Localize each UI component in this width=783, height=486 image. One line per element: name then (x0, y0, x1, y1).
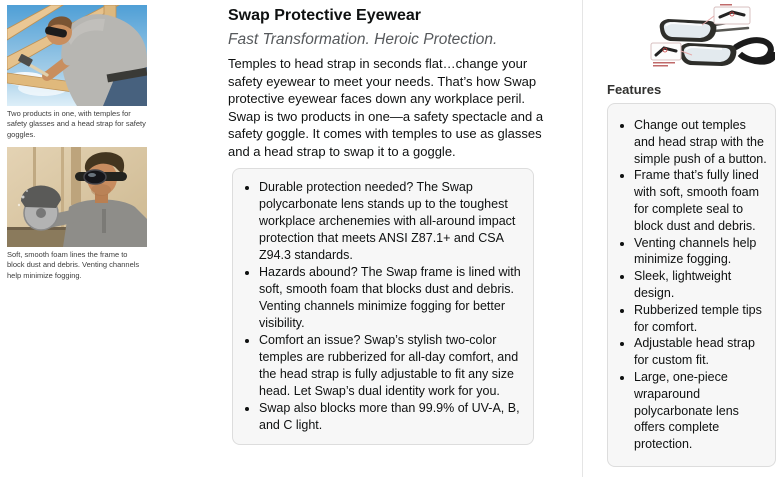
bullet-item: • Durable protection needed? The Swap polycarbonate lens stands up to the toughest workplace archenemies with all-around impact protection that meets ANSI Z87.1+ and CSA Z94.3 standards. (259, 179, 523, 264)
bullet-item: • Change out temples and head strap with the simple push of a button. (634, 117, 767, 167)
left-image-column (7, 5, 147, 288)
bullet-item: • Comfort an issue? Swap’s stylish two-color temples are rubberized for all-day comfort, and the head strap is fully adjustable to fit any size head. Let Swap’s dual identity work for you. (259, 332, 523, 400)
worker-saw-photo (7, 147, 147, 247)
bullet-item: • Rubberized temple tips for comfort. (634, 302, 767, 336)
product-title: Swap Protective Eyewear (228, 7, 421, 24)
saw-worker-figure (7, 147, 147, 281)
features-heading: Features (607, 82, 662, 97)
features-box (607, 103, 776, 467)
product-description: Temples to head strap in seconds flat…change your safety eyewear to meet your needs. That’s how Swap protective eyewear faces down any workplace peril. Swap is two products in one—a safety spectacle and a safety goggle. It comes with temples to use as glasses and a head strap to swap it to a goggle. (228, 56, 544, 159)
photo-caption-2: Soft, smooth foam lines the frame to block dust and debris. Venting channels help minimize fogging. (7, 250, 140, 280)
description-column (228, 7, 548, 445)
features-sidebar (607, 0, 776, 467)
product-image-swap-eyewear (650, 3, 775, 75)
bullet-item: • Adjustable head strap for custom fit. (634, 335, 767, 369)
bullet-item: • Frame that’s fully lined with soft, smooth foam for complete seal to block dust and debris. (634, 167, 767, 234)
description-bullets-box (232, 168, 534, 445)
vertical-divider (582, 0, 583, 477)
product-tagline: Fast Transformation. Heroic Protection. (228, 31, 498, 48)
bullet-item: • Venting channels help minimize fogging. (634, 235, 767, 269)
roof-worker-figure (7, 5, 147, 140)
bullet-item: • Large, one-piece wraparound polycarbonate lens offers complete protection. (634, 369, 767, 453)
photo-caption-1: Two products in one, with temples for safety glasses and a head strap for safety goggles. (7, 109, 146, 139)
bullet-item: • Sleek, lightweight design. (634, 268, 767, 302)
features-list (614, 117, 767, 453)
bullet-item: • Swap also blocks more than 99.9% of UV-A, B, and C light. (259, 400, 523, 434)
bullet-item: • Hazards abound? The Swap frame is lined with soft, smooth foam that blocks dust and debris. Venting channels minimize fogging for better visibility. (259, 264, 523, 332)
description-bullets-list (237, 179, 523, 434)
worker-roof-photo (7, 5, 147, 106)
